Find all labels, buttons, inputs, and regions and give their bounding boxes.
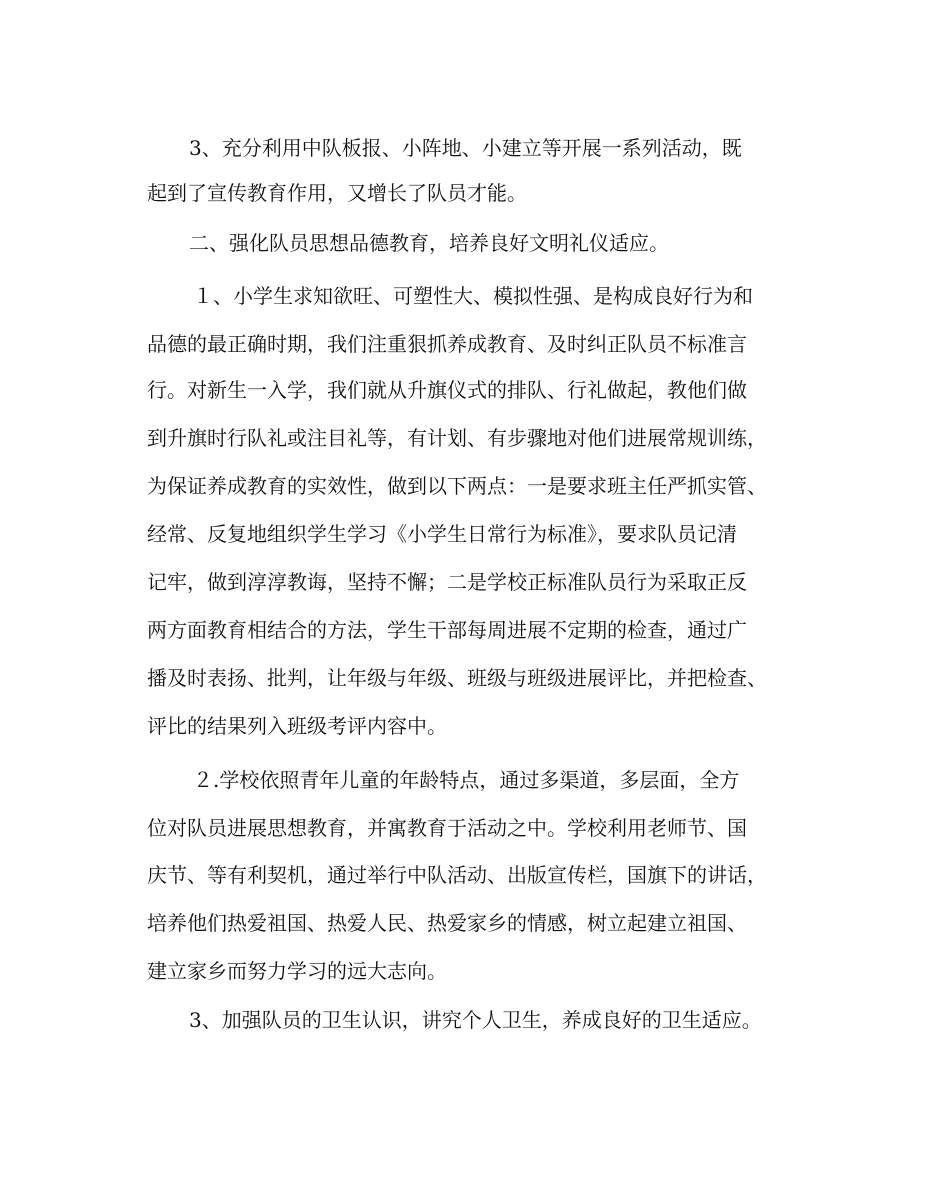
paragraph-line: 到升旗时行队礼或注目礼等，有计划、有步骤地对他们进展常规训练， — [147, 426, 767, 450]
paragraph-line: 起到了宣传教育作用，又增长了队员才能。 — [147, 181, 527, 205]
paragraph-line: 培养他们热爱祖国、热爱人民、热爱家乡的情感，树立起建立祖国、 — [147, 911, 747, 935]
paragraph-line: 为保证养成教育的实效性，做到以下两点：一是要求班主任严抓实管、 — [147, 474, 767, 498]
paragraph-line: 评比的结果列入班级考评内容中。 — [147, 714, 447, 738]
paragraph-line: 位对队员进展思想教育，并寓教育于活动之中。学校利用老师节、国 — [147, 816, 747, 840]
paragraph-line: 3、加强队员的卫生认识，讲究个人卫生，养成良好的卫生适应。 — [189, 1008, 762, 1032]
paragraph-line: ２.学校依照青年儿童的年龄特点，通过多渠道，多层面，全方 — [193, 768, 740, 792]
paragraph-line: １、小学生求知欲旺、可塑性大、模拟性强、是构成良好行为和 — [193, 284, 753, 308]
paragraph-line: 庆节、等有利契机，通过举行中队活动、出版宣传栏，国旗下的讲话， — [147, 863, 767, 887]
paragraph-line: 建立家乡而努力学习的远大志向。 — [147, 959, 447, 983]
paragraph-line: 3、充分利用中队板报、小阵地、小建立等开展一系列活动，既 — [189, 136, 742, 160]
paragraph-line: 两方面教育相结合的方法，学生干部每周进展不定期的检查，通过广 — [147, 618, 747, 642]
paragraph-line: 播及时表扬、批判，让年级与年级、班级与班级进展评比，并把检查、 — [147, 666, 767, 690]
paragraph-line: 行。对新生一入学，我们就从升旗仪式的排队、行礼做起，教他们做 — [147, 378, 747, 402]
paragraph-line: 品德的最正确时期，我们注重狠抓养成教育、及时纠正队员不标准言 — [147, 332, 747, 356]
paragraph-line: 记牢，做到淳淳教诲，坚持不懈；二是学校正标准队员行为采取正反 — [147, 570, 747, 594]
section-heading: 二、强化队员思想品德教育，培养良好文明礼仪适应。 — [189, 231, 669, 255]
paragraph-line: 经常、反复地组织学生学习《小学生日常行为标准》，要求队员记清 — [147, 522, 737, 546]
